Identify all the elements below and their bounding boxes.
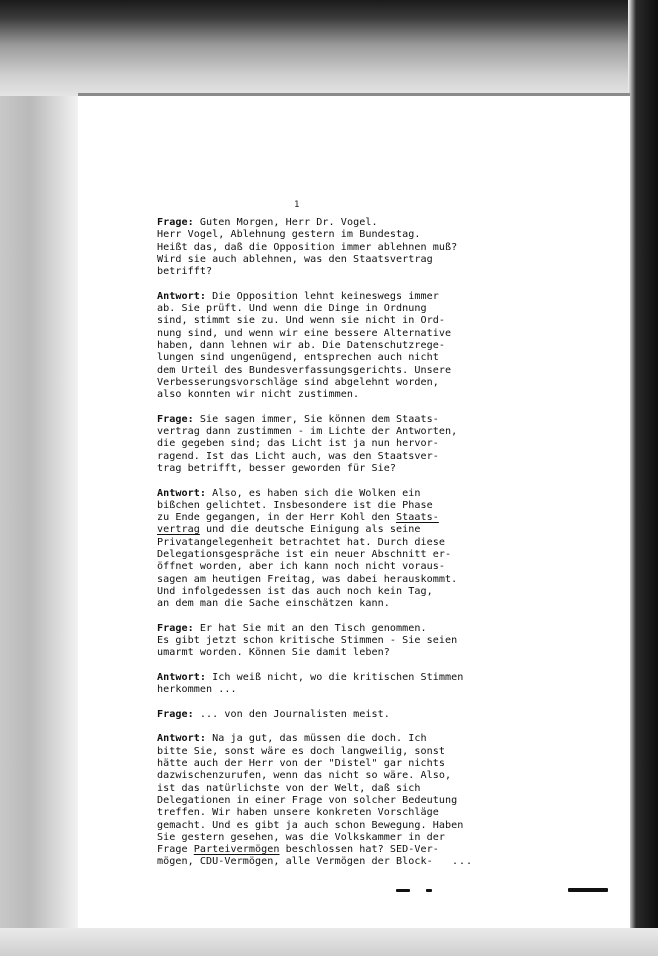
text-line: gemacht. Und es gibt ja auch schon Bewegung. Haben [157, 819, 464, 831]
answer-paragraph [157, 733, 529, 868]
text-line: trag betrifft, besser geworden für Sie? [157, 462, 396, 474]
text-line: die gegeben sind; das Licht ist ja nun hervor- [157, 438, 439, 450]
speaker-label: Frage: [157, 708, 194, 720]
text-line: umarmt worden. Können Sie damit leben? [157, 647, 390, 659]
text-line: ist das natürlichste von der Welt, daß sich [157, 782, 421, 794]
scanner-left-margin [0, 96, 78, 956]
text-line: Delegationen in einer Frage von solcher Bedeutung [157, 794, 458, 806]
answer-paragraph [157, 672, 529, 697]
text-line: sagen am heutigen Freitag, was dabei herauskommt. [157, 573, 458, 585]
speaker-label: Antwort: [157, 487, 207, 499]
text-line: Frage: ... von den Journalisten meist. [157, 708, 390, 720]
scanner-top-shadow [0, 0, 658, 96]
text-line: herkommen ... [157, 684, 237, 696]
scan-artifact-mark [396, 889, 410, 892]
text-line: treffen. Wir haben unsere konkreten Vorschläge [157, 807, 439, 819]
continuation-marker: ... [452, 856, 474, 867]
text-line: haben, dann lehnen wir ab. Die Datenschutzrege- [157, 339, 445, 351]
underlined-term: vertrag [157, 524, 200, 536]
text-line: vertrag und die deutsche Einigung als seine [157, 524, 421, 536]
question-paragraph [157, 414, 529, 475]
text-line: Heißt das, daß die Opposition immer ablehnen muß? [157, 241, 458, 253]
question-paragraph [157, 709, 529, 721]
text-line: also konnten wir nicht zustimmen. [157, 389, 360, 401]
text-line: Antwort: Also, es haben sich die Wolken ein [157, 487, 421, 499]
text-line: an dem man die Sache einschätzen kann. [157, 598, 390, 610]
answer-paragraph [157, 291, 529, 402]
speaker-label: Frage: [157, 622, 194, 634]
text-line: sind, stimmt sie zu. Und wenn sie nicht in Ord- [157, 315, 445, 327]
speaker-label: Antwort: [157, 290, 207, 302]
text-line: bitte Sie, sonst wäre es doch langweilig, sonst [157, 745, 445, 757]
text-line: dem Urteil des Bundesverfassungsgerichts. Unsere [157, 364, 452, 376]
scan-artifact-mark [426, 889, 432, 892]
text-line: Verbesserungsvorschläge sind abgelehnt worden, [157, 376, 439, 388]
text-line: nung sind, und wenn wir eine bessere Alternative [157, 327, 452, 339]
text-line: Frage Parteivermögen beschlossen hat? SED-Ver- [157, 844, 439, 856]
interview-transcript [157, 217, 529, 881]
text-line: hätte auch der Herr von der "Distel" gar nichts [157, 758, 445, 770]
answer-paragraph [157, 488, 529, 611]
speaker-label: Antwort: [157, 671, 207, 683]
text-line: Herr Vogel, Ablehnung gestern im Bundestag. [157, 229, 421, 241]
question-paragraph [157, 217, 529, 278]
underlined-term: Staats- [395, 512, 439, 524]
scan-artifact-mark [568, 888, 608, 892]
text-line: betrifft? [157, 266, 213, 278]
text-line: dazwischenzurufen, wenn das nicht so wäre. Also, [157, 770, 452, 782]
text-line: lungen sind ungenügend, entsprechen auch nicht [157, 352, 439, 364]
text-line: Und infolgedessen ist das auch noch kein Tag, [157, 585, 433, 597]
text-line: bißchen gelichtet. Insbesondere ist die Phase [157, 499, 433, 511]
speaker-label: Frage: [157, 217, 194, 228]
text-line: Privatangelegenheit betrachtet hat. Durch diese [157, 536, 445, 548]
text-line: Antwort: Die Opposition lehnt keineswegs immer [157, 290, 439, 302]
speaker-label: Frage: [157, 413, 194, 425]
text-line: ragend. Ist das Licht auch, was den Staatsver- [157, 450, 439, 462]
scanner-bottom-margin [0, 928, 658, 956]
text-line: Frage: Guten Morgen, Herr Dr. Vogel. [157, 217, 378, 228]
text-line: Antwort: Na ja gut, das müssen die doch. Ich [157, 733, 427, 745]
text-line: Es gibt jetzt schon kritische Stimmen - Sie seien [157, 635, 458, 647]
text-line: Wird sie auch ablehnen, was den Staatsvertrag [157, 253, 433, 265]
text-line: Frage: Er hat Sie mit an den Tisch genommen. [157, 622, 427, 634]
text-line: Frage: Sie sagen immer, Sie können dem Staats- [157, 413, 439, 425]
text-line: mögen, CDU-Vermögen, alle Vermögen der Block- [157, 856, 433, 868]
speaker-label: Antwort: [157, 733, 207, 745]
question-paragraph [157, 623, 529, 660]
text-line: zu Ende gegangen, in der Herr Kohl den Staats- [157, 512, 439, 524]
text-line: vertrag dann zustimmen - im Lichte der Antworten, [157, 426, 458, 438]
text-line: ab. Sie prüft. Und wenn die Dinge in Ordnung [157, 303, 427, 315]
underlined-term: Parteivermögen [193, 844, 280, 856]
scanner-right-shadow [628, 0, 658, 956]
text-line: Delegationsgespräche ist ein neuer Abschnitt er- [157, 549, 452, 561]
text-line: Antwort: Ich weiß nicht, wo die kritischen Stimmen [157, 671, 464, 683]
text-line: öffnet worden, aber ich kann noch nicht voraus- [157, 561, 445, 573]
text-line: Sie gestern gesehen, was die Volkskammer in der [157, 831, 445, 843]
page-marker: 1 [294, 200, 300, 210]
